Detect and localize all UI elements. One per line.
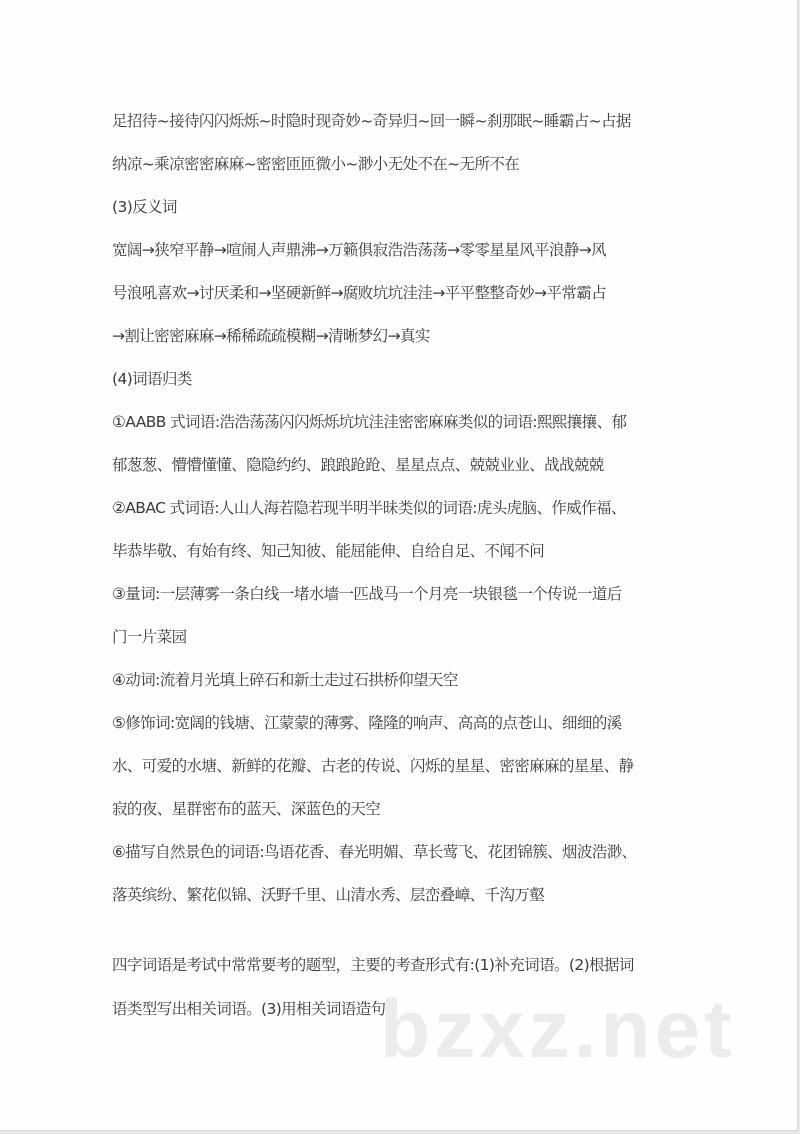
text-line-12: 门一片菜园 — [112, 628, 187, 646]
watermark: bzxz.net — [380, 984, 736, 1075]
text-line-8: 郁葱葱、懵懵懂懂、隐隐约约、踉踉跄跄、星星点点、兢兢业业、战战兢兢 — [112, 456, 604, 474]
text-line-3: 宽阔→狭窄平静→喧闹人声鼎沸→万籁俱寂浩浩荡荡→零零星星风平浪静→风 — [112, 241, 607, 259]
text-line-14: ⑤修饰词:宽阔的钱塘、江蒙蒙的薄雾、隆隆的响声、高高的点苍山、细细的溪 — [112, 714, 622, 732]
text-line-10: 毕恭毕敬、有始有终、知己知彼、能屈能伸、自给自足、不闻不问 — [112, 542, 545, 560]
text-line-9: ②ABAC 式词语:人山人海若隐若现半明半昧类似的词语:虎头虎脑、作威作福、 — [112, 499, 626, 517]
text-line-11: ③量词:一层薄雾一条白线一堵水墙一匹战马一个月亮一块银毯一个传说一道后 — [112, 585, 622, 603]
section-heading-antonyms: (3)反义词 — [112, 198, 177, 216]
text-line-7: ①AABB 式词语:浩浩荡荡闪闪烁烁坑坑洼洼密密麻麻类似的词语:熙熙攘攘、郁 — [112, 413, 627, 431]
text-line-5: →割让密密麻麻→稀稀疏疏模糊→清晰梦幻→真实 — [112, 327, 430, 345]
section-heading-classification: (4)词语归类 — [112, 370, 192, 388]
text-line-13: ④动词:流着月光填上碎石和新土走过石拱桥仰望天空 — [112, 671, 458, 689]
summary-line-1: 四字词语是考试中常常要考的题型，主要的考查形式有:(1)补充词语。(2)根据词 — [112, 956, 634, 974]
text-line-1: 纳凉~乘凉密密麻麻~密密匝匝微小~渺小无处不在~无所不在 — [112, 155, 520, 173]
text-line-0: 足招待~接待闪闪烁烁~时隐时现奇妙~奇异归~回一瞬~刹那眠~睡霸占~占据 — [112, 112, 631, 130]
text-line-18: 落英缤纷、繁花似锦、沃野千里、山清水秀、层峦叠嶂、千沟万壑 — [112, 886, 545, 904]
summary-line-2: 语类型写出相关词语。(3)用相关词语造句。 — [112, 1000, 401, 1018]
text-line-4: 号浪吼喜欢→讨厌柔和→坚硬新鲜→腐败坑坑洼洼→平平整整奇妙→平常霸占 — [112, 284, 607, 302]
text-line-16: 寂的夜、星群密布的蓝天、深蓝色的天空 — [112, 800, 381, 818]
text-line-17: ⑥描写自然景色的词语:鸟语花香、春光明媚、草长莺飞、花团锦簇、烟波浩渺、 — [112, 843, 637, 861]
text-line-15: 水、可爱的水塘、新鲜的花瓣、古老的传说、闪烁的星星、密密麻麻的星星、静 — [112, 757, 634, 775]
